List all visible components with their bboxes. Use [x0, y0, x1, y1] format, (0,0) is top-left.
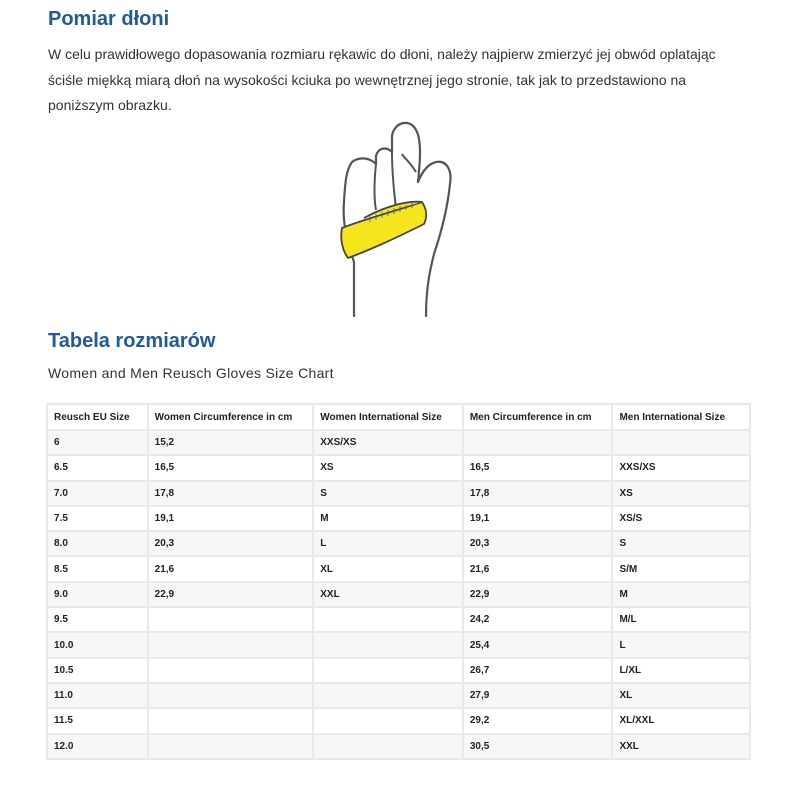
cell-men-circumference: 19,1 — [463, 506, 613, 531]
cell-men-international: M — [612, 582, 750, 607]
cell-women-international — [313, 607, 463, 632]
cell-men-circumference: 22,9 — [463, 582, 613, 607]
table-row — [47, 556, 750, 581]
cell-women-circumference: 19,1 — [148, 506, 314, 531]
cell-women-international — [313, 708, 463, 733]
cell-men-international: XXS/XS — [612, 455, 750, 480]
cell-eu-size: 11.5 — [47, 708, 148, 733]
cell-women-circumference: 15,2 — [148, 430, 314, 455]
cell-eu-size: 7.5 — [47, 506, 148, 531]
cell-men-circumference — [463, 430, 613, 455]
cell-women-international: XS — [313, 455, 463, 480]
cell-women-international — [313, 632, 463, 657]
table-row — [47, 430, 750, 455]
size-table-heading: Tabela rozmiarów — [48, 330, 216, 352]
cell-women-circumference — [148, 734, 314, 759]
cell-men-circumference: 20,3 — [463, 531, 613, 556]
cell-women-international: XXS/XS — [313, 430, 463, 455]
cell-eu-size: 8.5 — [47, 556, 148, 581]
table-row — [47, 632, 750, 657]
cell-men-international: M/L — [612, 607, 750, 632]
cell-women-circumference: 16,5 — [148, 455, 314, 480]
cell-men-international: XS — [612, 481, 750, 506]
header-women-international: Women International Size — [313, 404, 463, 430]
cell-men-circumference: 16,5 — [463, 455, 613, 480]
cell-women-international: S — [313, 481, 463, 506]
cell-men-international: L — [612, 632, 750, 657]
cell-eu-size: 11.0 — [47, 683, 148, 708]
table-row — [47, 734, 750, 759]
cell-men-international: S — [612, 531, 750, 556]
header-men-international: Men International Size — [612, 404, 750, 430]
cell-women-international — [313, 734, 463, 759]
table-row — [47, 582, 750, 607]
cell-women-circumference — [148, 658, 314, 683]
header-women-circumference: Women Circumference in cm — [148, 404, 314, 430]
cell-women-international: XL — [313, 556, 463, 581]
cell-women-circumference — [148, 607, 314, 632]
cell-men-international: S/M — [612, 556, 750, 581]
cell-eu-size: 10.5 — [47, 658, 148, 683]
cell-women-circumference: 17,8 — [148, 481, 314, 506]
cell-women-circumference: 21,6 — [148, 556, 314, 581]
measure-instructions: W celu prawidłowego dopasowania rozmiaru rękawic do dłoni, należy najpierw zmierzyć jej obwód oplatając ściśle miękką miarą dłoń na wysokości kciuka po wewnętrznej jego stronie, tak jak to przedstawiono na poniższym obrazku. — [48, 46, 716, 113]
cell-eu-size: 6 — [47, 430, 148, 455]
size-chart-subtitle: Women and Men Reusch Gloves Size Chart — [48, 365, 334, 381]
cell-men-circumference: 30,5 — [463, 734, 613, 759]
cell-women-circumference — [148, 632, 314, 657]
measure-heading: Pomiar dłoni — [48, 8, 170, 30]
table-row — [47, 708, 750, 733]
cell-eu-size: 10.0 — [47, 632, 148, 657]
table-row — [47, 455, 750, 480]
cell-men-international: XL — [612, 683, 750, 708]
header-eu-size: Reusch EU Size — [47, 404, 148, 430]
cell-men-international: L/XL — [612, 658, 750, 683]
table-row — [47, 481, 750, 506]
cell-women-international — [313, 683, 463, 708]
cell-women-international — [313, 658, 463, 683]
cell-men-circumference: 26,7 — [463, 658, 613, 683]
cell-men-circumference: 27,9 — [463, 683, 613, 708]
hand-measuring-tape-icon — [330, 112, 470, 320]
table-row — [47, 531, 750, 556]
table-row — [47, 607, 750, 632]
cell-men-international: XXL — [612, 734, 750, 759]
cell-women-circumference: 22,9 — [148, 582, 314, 607]
cell-men-circumference: 17,8 — [463, 481, 613, 506]
table-header-row — [47, 404, 750, 430]
table-row — [47, 506, 750, 531]
cell-eu-size: 9.5 — [47, 607, 148, 632]
cell-eu-size: 6.5 — [47, 455, 148, 480]
cell-eu-size: 12.0 — [47, 734, 148, 759]
header-men-circumference: Men Circumference in cm — [463, 404, 613, 430]
size-table — [46, 403, 751, 760]
cell-eu-size: 8.0 — [47, 531, 148, 556]
cell-women-circumference — [148, 683, 314, 708]
cell-women-circumference — [148, 708, 314, 733]
table-row — [47, 683, 750, 708]
cell-women-international: L — [313, 531, 463, 556]
cell-eu-size: 9.0 — [47, 582, 148, 607]
cell-men-circumference: 21,6 — [463, 556, 613, 581]
cell-men-circumference: 24,2 — [463, 607, 613, 632]
cell-women-circumference: 20,3 — [148, 531, 314, 556]
cell-eu-size: 7.0 — [47, 481, 148, 506]
cell-women-international: XXL — [313, 582, 463, 607]
table-row — [47, 658, 750, 683]
cell-men-international — [612, 430, 750, 455]
cell-men-international: XS/S — [612, 506, 750, 531]
cell-women-international: M — [313, 506, 463, 531]
cell-men-circumference: 25,4 — [463, 632, 613, 657]
cell-men-circumference: 29,2 — [463, 708, 613, 733]
cell-men-international: XL/XXL — [612, 708, 750, 733]
